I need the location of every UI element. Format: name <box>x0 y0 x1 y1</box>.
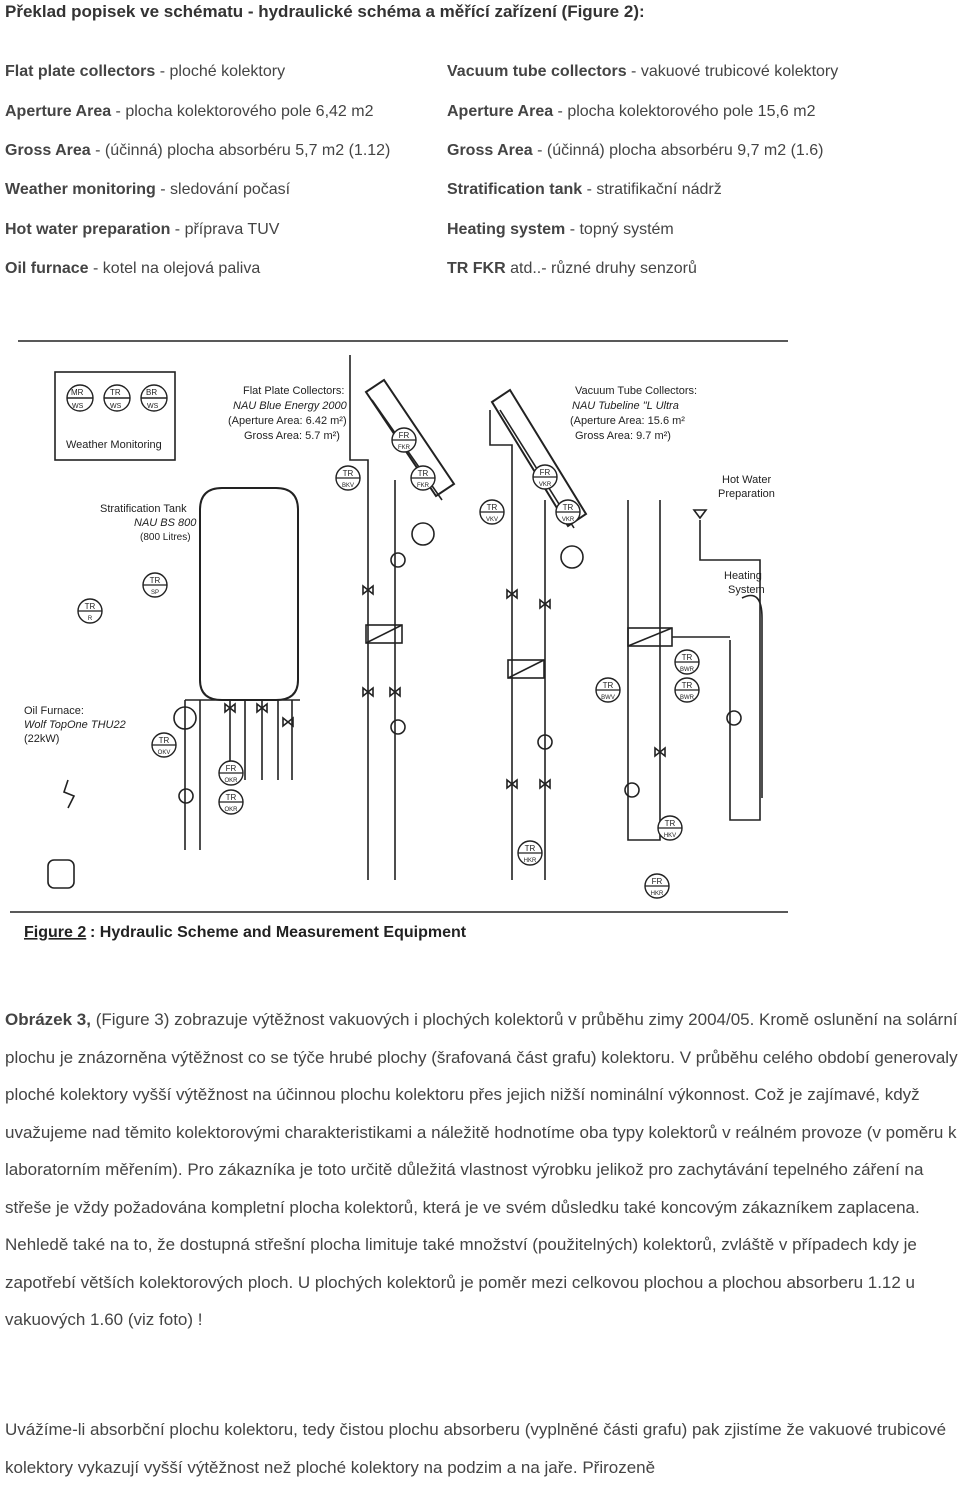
sensor-fr-vkr <box>533 465 557 489</box>
strat-tank-label-0: Stratification Tank <box>100 503 187 515</box>
sensor-top-label: TR <box>417 469 429 478</box>
expansion-vessel-2 <box>561 546 583 568</box>
page-heading: Překlad popisek ve schématu - hydraulické schéma a měřící zařízení (Figure 2): <box>5 2 645 21</box>
sensor-bottom-label: BKV <box>341 483 355 489</box>
sensor-group <box>78 428 699 898</box>
sensor-top-label: TR <box>681 653 693 662</box>
sensor-bottom-label: OKR <box>224 778 238 784</box>
sensor-top-label: FR <box>539 468 551 477</box>
sensor-bottom-label: R <box>87 616 93 622</box>
ws-3-top: BR <box>146 388 158 397</box>
paragraph-2: Uvážíme-li absorbční plochu kolektoru, tedy čistou plochu absorberu (vyplněné části grafu) pak zjistíme že vakuové trubicové kolektory vykazují vyšší výtěžnost než ploché kolektory na podzim a na jaře. Přirozeně <box>5 1420 947 1477</box>
sensor-fr-fkr <box>392 428 416 452</box>
hot-water-label-1: Preparation <box>718 488 775 500</box>
figure-caption-text: : Hydraulic Scheme and Measurement Equipment <box>90 924 467 941</box>
pump <box>391 553 405 567</box>
pump <box>625 783 639 797</box>
flat-plate-label-3: Gross Area: 5.7 m²) <box>244 430 340 442</box>
sensor-top-label: TR <box>664 819 676 828</box>
sensor-top-label: TR <box>681 681 693 690</box>
pump <box>179 789 193 803</box>
pump <box>391 720 405 734</box>
sensor-tr-vkr <box>556 500 580 524</box>
sensor-top-label: FR <box>398 431 410 440</box>
sensor-tr-bwv <box>596 678 620 702</box>
hot-water-label-0: Hot Water <box>722 474 772 486</box>
sensor-fr-hkr <box>645 874 669 898</box>
strat-tank-label-2: (800 Litres) <box>140 532 191 543</box>
sensor-bottom-label: OKR <box>224 807 238 813</box>
sensor-tr-vkv <box>480 500 504 524</box>
legend-right-0: Vacuum tube collectors - vakuové trubicové kolektory <box>447 63 839 80</box>
sensor-tr-hkv <box>658 816 682 840</box>
vacuum-label-1: NAU Tubeline "L Ultra <box>572 400 679 412</box>
legend-left-3: Weather monitoring - sledování počasí <box>5 181 291 198</box>
sensor-tr-bkv <box>336 466 360 490</box>
weather-monitoring-label: Weather Monitoring <box>66 439 162 451</box>
sensor-bottom-label: BWR <box>680 695 694 701</box>
sensor-bottom-label: FKR <box>398 445 410 451</box>
sensor-bottom-label: VKR <box>538 482 552 488</box>
hydraulic-scheme-diagram <box>0 320 960 960</box>
sensor-top-label: FR <box>651 877 663 886</box>
sensor-tr-sp <box>143 573 167 597</box>
ws-1-top: MR <box>71 388 84 397</box>
sensor-top-label: TR <box>524 844 536 853</box>
sensor-top-label: TR <box>486 503 498 512</box>
sensor-top-label: TR <box>158 736 170 745</box>
heating-label-0: Heating <box>724 570 762 582</box>
heating-loop <box>742 596 762 799</box>
expansion-vessel-1 <box>412 523 434 545</box>
sensor-top-label: TR <box>84 602 96 611</box>
vacuum-label-3: Gross Area: 9.7 m²) <box>575 430 671 442</box>
sensor-bottom-label: HKR <box>523 858 537 864</box>
sensor-bottom-label: HKR <box>650 891 664 897</box>
sensor-top-label: TR <box>562 503 574 512</box>
sensor-bottom-label: BWR <box>680 667 694 673</box>
legend-left-0: Flat plate collectors - ploché kolektory <box>5 63 286 80</box>
sensor-bottom-label: VKV <box>485 517 499 523</box>
shower-head <box>694 510 706 518</box>
legend-right-4: Heating system - topný systém <box>447 221 674 238</box>
sensor-top-label: TR <box>602 681 614 690</box>
sensor-bottom-label: FKR <box>417 483 429 489</box>
ws-2-top: TR <box>110 388 121 397</box>
legend-left-1: Aperture Area - plocha kolektorového pole 6,42 m2 <box>5 103 374 120</box>
legend-left-4: Hot water preparation - příprava TUV <box>5 221 280 238</box>
pump <box>727 711 741 725</box>
strat-tank-label-1: NAU BS 800 <box>134 517 197 529</box>
vacuum-label-0: Vacuum Tube Collectors: <box>575 385 698 397</box>
stratification-tank <box>200 488 298 700</box>
legend-right-1: Aperture Area - plocha kolektorového pole 15,6 m2 <box>447 103 816 120</box>
flat-plate-label-0: Flat Plate Collectors: <box>243 385 345 397</box>
sensor-tr-okv <box>152 733 176 757</box>
sensor-bottom-label: HKV <box>663 833 677 839</box>
sensor-tr-fkr <box>411 466 435 490</box>
ws-3-bot: WS <box>147 403 159 410</box>
heating-label-1: System <box>728 584 765 596</box>
oil-furnace-label-2: (22kW) <box>24 733 60 745</box>
sensor-top-label: TR <box>225 793 237 802</box>
sensor-tr-r <box>78 599 102 623</box>
oil-furnace-burner <box>48 860 74 888</box>
oil-furnace-label-0: Oil Furnace: <box>24 705 84 717</box>
sensor-top-label: TR <box>149 576 161 585</box>
sensor-top-label: FR <box>225 764 237 773</box>
ws-2-bot: WS <box>110 403 122 410</box>
legend-left-2: Gross Area - (účinná) plocha absorbéru 5,7 m2 (1.12) <box>5 142 391 159</box>
electric-symbol <box>64 780 74 808</box>
sensor-bottom-label: SP <box>150 590 160 596</box>
sensor-tr-bwr <box>675 678 699 702</box>
paragraph-1: Obrázek 3, (Figure 3) zobrazuje výtěžnost vakuových i plochých kolektorů v průběhu zimy 2004/05. Kromě oslunění na solární plochu je znázorněna výtěžnost co se týče hrubé plochy (šrafovaná část grafu) kolektoru. V průběhu celého období generovaly ploché kolektory vyšší výtěžnost na účinnou plochu kolektoru přes jejich nižší nominální výkonnost. Což je zajímavé, když uvažujeme nad těmito kolektorovými charakteristikami a náležitě hodnotíme oba typy kolektorů v reálném provoze (v poměru k laboratorním měřením). Pro zákazníka je toto určitě důležitá vlastnost výrobku jelikož pro zachytávání tepelného záření na střeše je vždy požadována kompletní plocha kolektorů, která je ve svém důsledku také koncovým zákazníkem zaplacena. Nehledě také na to, že dostupná střešní plocha limituje také množství (použitelných) kolektorů, zvláště v případech kdy je zapotřebí větších kolektorových ploch. U plochých kolektorů je poměr mezi celkovou plochou a plochou absorberu 1.12 u vakuových 1.60 (viz foto) ! <box>5 1010 958 1329</box>
sensor-bottom-label: BWV <box>601 695 615 701</box>
sensor-tr-bwr <box>675 650 699 674</box>
oil-furnace-label-1: Wolf TopOne THU22 <box>24 719 126 731</box>
flat-plate-label-1: NAU Blue Energy 2000 <box>233 400 347 412</box>
sensor-fr-okr <box>219 761 243 785</box>
legend-left-5: Oil furnace - kotel na olejová paliva <box>5 260 261 277</box>
legend-right-5: TR FKR atd..- různé druhy senzorů <box>447 260 697 277</box>
flat-plate-label-2: (Aperture Area: 6.42 m²) <box>228 415 347 427</box>
sensor-top-label: TR <box>342 469 354 478</box>
ws-1-bot: WS <box>72 403 84 410</box>
sensor-bottom-label: VKR <box>561 517 575 523</box>
vacuum-label-2: (Aperture Area: 15.6 m² <box>570 415 685 427</box>
legend-right-2: Gross Area - (účinná) plocha absorbéru 9,7 m2 (1.6) <box>447 142 824 159</box>
sensor-tr-okr <box>219 790 243 814</box>
legend-right-3: Stratification tank - stratifikační nádrž <box>447 181 722 198</box>
sensor-tr-hkr <box>518 841 542 865</box>
sensor-bottom-label: OKV <box>157 750 171 756</box>
figure-caption-label: Figure 2 <box>24 924 87 941</box>
